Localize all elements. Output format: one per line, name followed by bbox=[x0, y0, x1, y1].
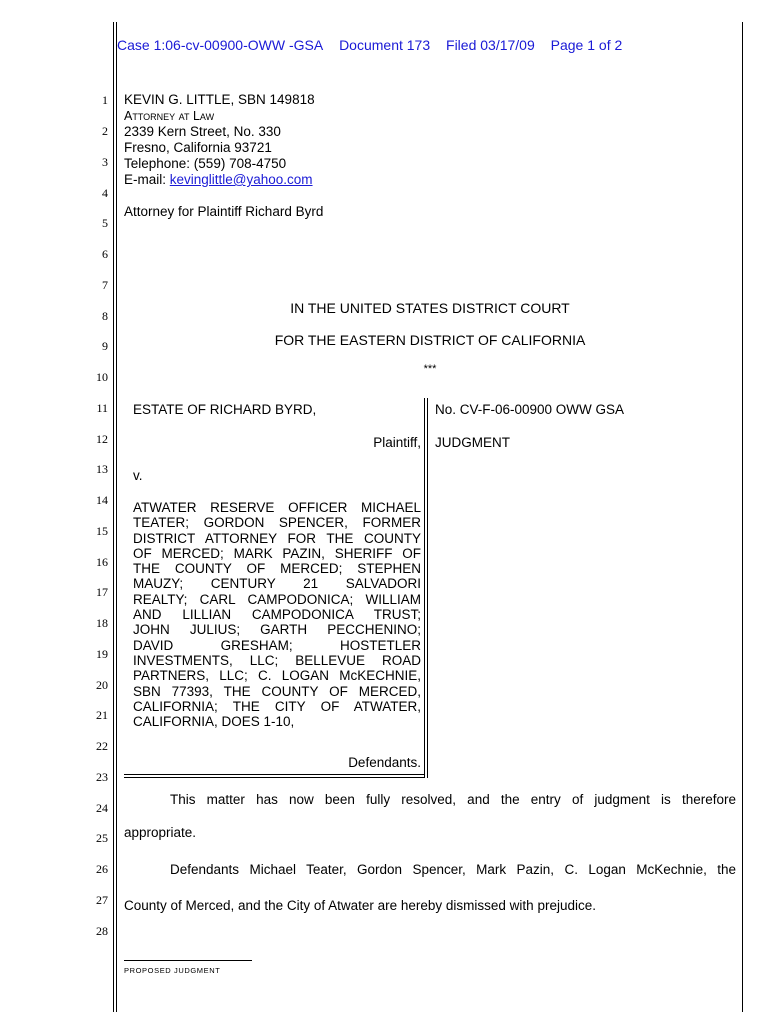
line-number: 4 bbox=[102, 186, 108, 200]
document-title: JUDGMENT bbox=[435, 435, 510, 450]
line-number: 21 bbox=[96, 708, 108, 722]
header-filed-date: Filed 03/17/09 bbox=[446, 37, 535, 53]
line-number: 17 bbox=[96, 585, 108, 599]
left-margin-rule-inner bbox=[116, 22, 117, 1012]
body-paragraph-1-line-2: appropriate. bbox=[124, 825, 197, 840]
case-number: No. CV-F-06-00900 OWW GSA bbox=[435, 402, 625, 417]
defendant-line: PARTNERS, LLC; C. LOGAN McKECHNIE, bbox=[133, 668, 421, 684]
line-number: 23 bbox=[96, 770, 108, 784]
plaintiff-role: Plaintiff, bbox=[373, 435, 421, 450]
line-number: 8 bbox=[102, 309, 108, 323]
attorney-for: Attorney for Plaintiff Richard Byrd bbox=[124, 204, 324, 219]
line-number: 22 bbox=[96, 739, 108, 753]
footer-rule bbox=[124, 960, 252, 961]
defendant-line: DISTRICT ATTORNEY FOR THE COUNTY bbox=[133, 530, 421, 546]
defendant-line: ATWATER RESERVE OFFICER MICHAEL bbox=[133, 500, 421, 515]
line-number: 12 bbox=[96, 432, 108, 446]
right-margin-rule bbox=[742, 22, 743, 1012]
defendant-line: AND LILLIAN CAMPODONICA TRUST; bbox=[133, 607, 421, 623]
header-document-number: Document 173 bbox=[339, 37, 431, 53]
left-margin-rule-outer bbox=[113, 22, 114, 1012]
header-page-number: Page 1 of 2 bbox=[550, 37, 623, 53]
attorney-street: 2339 Kern Street, No. 330 bbox=[124, 124, 281, 139]
line-number: 6 bbox=[102, 247, 108, 261]
caption-divider-left bbox=[424, 398, 425, 778]
attorney-title: Attorney at Law bbox=[124, 109, 215, 123]
defendant-line: JOHN JULIUS; GARTH PECCHENINO; bbox=[133, 622, 421, 638]
caption-bottom-rule-1 bbox=[124, 774, 425, 775]
line-number: 5 bbox=[102, 216, 108, 230]
filing-header bbox=[117, 37, 634, 53]
defendant-line: SBN 77393, THE COUNTY OF MERCED, bbox=[133, 683, 421, 699]
attorney-city: Fresno, California 93721 bbox=[124, 140, 272, 155]
line-number: 2 bbox=[102, 124, 108, 138]
line-number: 15 bbox=[96, 524, 108, 538]
attorney-email-link[interactable]: kevinglittle@yahoo.com bbox=[169, 172, 313, 187]
defendant-line: CALIFORNIA, DOES 1-10, bbox=[133, 714, 295, 730]
line-number: 20 bbox=[96, 678, 108, 692]
line-number: 24 bbox=[96, 801, 108, 815]
defendant-line: REALTY; CARL CAMPODONICA; WILLIAM bbox=[133, 591, 421, 607]
defendant-line: OF MERCED; MARK PAZIN, SHERIFF OF bbox=[133, 545, 421, 561]
line-number: 25 bbox=[96, 831, 108, 845]
line-number: 16 bbox=[96, 555, 108, 569]
defendant-line: DAVID GRESHAM; HOSTETLER bbox=[133, 637, 421, 653]
caption-versus: v. bbox=[133, 468, 143, 483]
header-case-number: Case 1:06-cv-00900-OWW -GSA bbox=[117, 37, 324, 53]
line-number: 14 bbox=[96, 493, 108, 507]
line-number: 27 bbox=[96, 893, 108, 907]
body-paragraph-2-line-1: Defendants Michael Teater, Gordon Spencer, Mark Pazin, C. Logan McKechnie, the bbox=[170, 862, 736, 877]
line-number: 3 bbox=[102, 155, 108, 169]
defendant-line: TEATER; GORDON SPENCER, FORMER bbox=[133, 515, 421, 531]
body-paragraph-1-line-1: This matter has now been fully resolved, and the entry of judgment is therefore bbox=[170, 792, 736, 807]
line-number: 28 bbox=[96, 924, 108, 938]
attorney-email-label: E-mail: bbox=[124, 172, 170, 187]
body-paragraph-2-line-2: County of Merced, and the City of Atwater are hereby dismissed with prejudice. bbox=[124, 898, 596, 913]
court-title: IN THE UNITED STATES DISTRICT COURT bbox=[290, 300, 570, 316]
defendant-line: CALIFORNIA; THE CITY OF ATWATER, bbox=[133, 698, 421, 714]
line-number: 10 bbox=[96, 370, 108, 384]
defendant-line: THE COUNTY OF MERCED; STEPHEN bbox=[133, 561, 421, 577]
court-separator: *** bbox=[423, 363, 437, 375]
plaintiff-name: ESTATE OF RICHARD BYRD, bbox=[133, 402, 317, 417]
caption-divider-right bbox=[427, 398, 428, 778]
defendant-line: MAUZY; CENTURY 21 SALVADORI bbox=[133, 576, 421, 592]
line-number: 1 bbox=[102, 93, 108, 107]
line-number: 7 bbox=[102, 278, 108, 292]
footer-label: PROPOSED JUDGMENT bbox=[124, 966, 221, 975]
attorney-telephone: Telephone: (559) 708-4750 bbox=[124, 156, 287, 171]
attorney-name: KEVIN G. LITTLE, SBN 149818 bbox=[124, 92, 315, 107]
line-number: 19 bbox=[96, 647, 108, 661]
attorney-email-line bbox=[124, 172, 313, 188]
line-number: 13 bbox=[96, 462, 108, 476]
line-number: 18 bbox=[96, 616, 108, 630]
defendants-list bbox=[133, 500, 421, 729]
line-number: 26 bbox=[96, 862, 108, 876]
caption-bottom-rule-2 bbox=[124, 777, 425, 778]
court-district: FOR THE EASTERN DISTRICT OF CALIFORNIA bbox=[274, 332, 586, 348]
defendants-role: Defendants. bbox=[348, 755, 421, 770]
line-number: 9 bbox=[102, 339, 108, 353]
line-number: 11 bbox=[96, 401, 108, 415]
defendant-line: INVESTMENTS, LLC; BELLEVUE ROAD bbox=[133, 652, 421, 668]
